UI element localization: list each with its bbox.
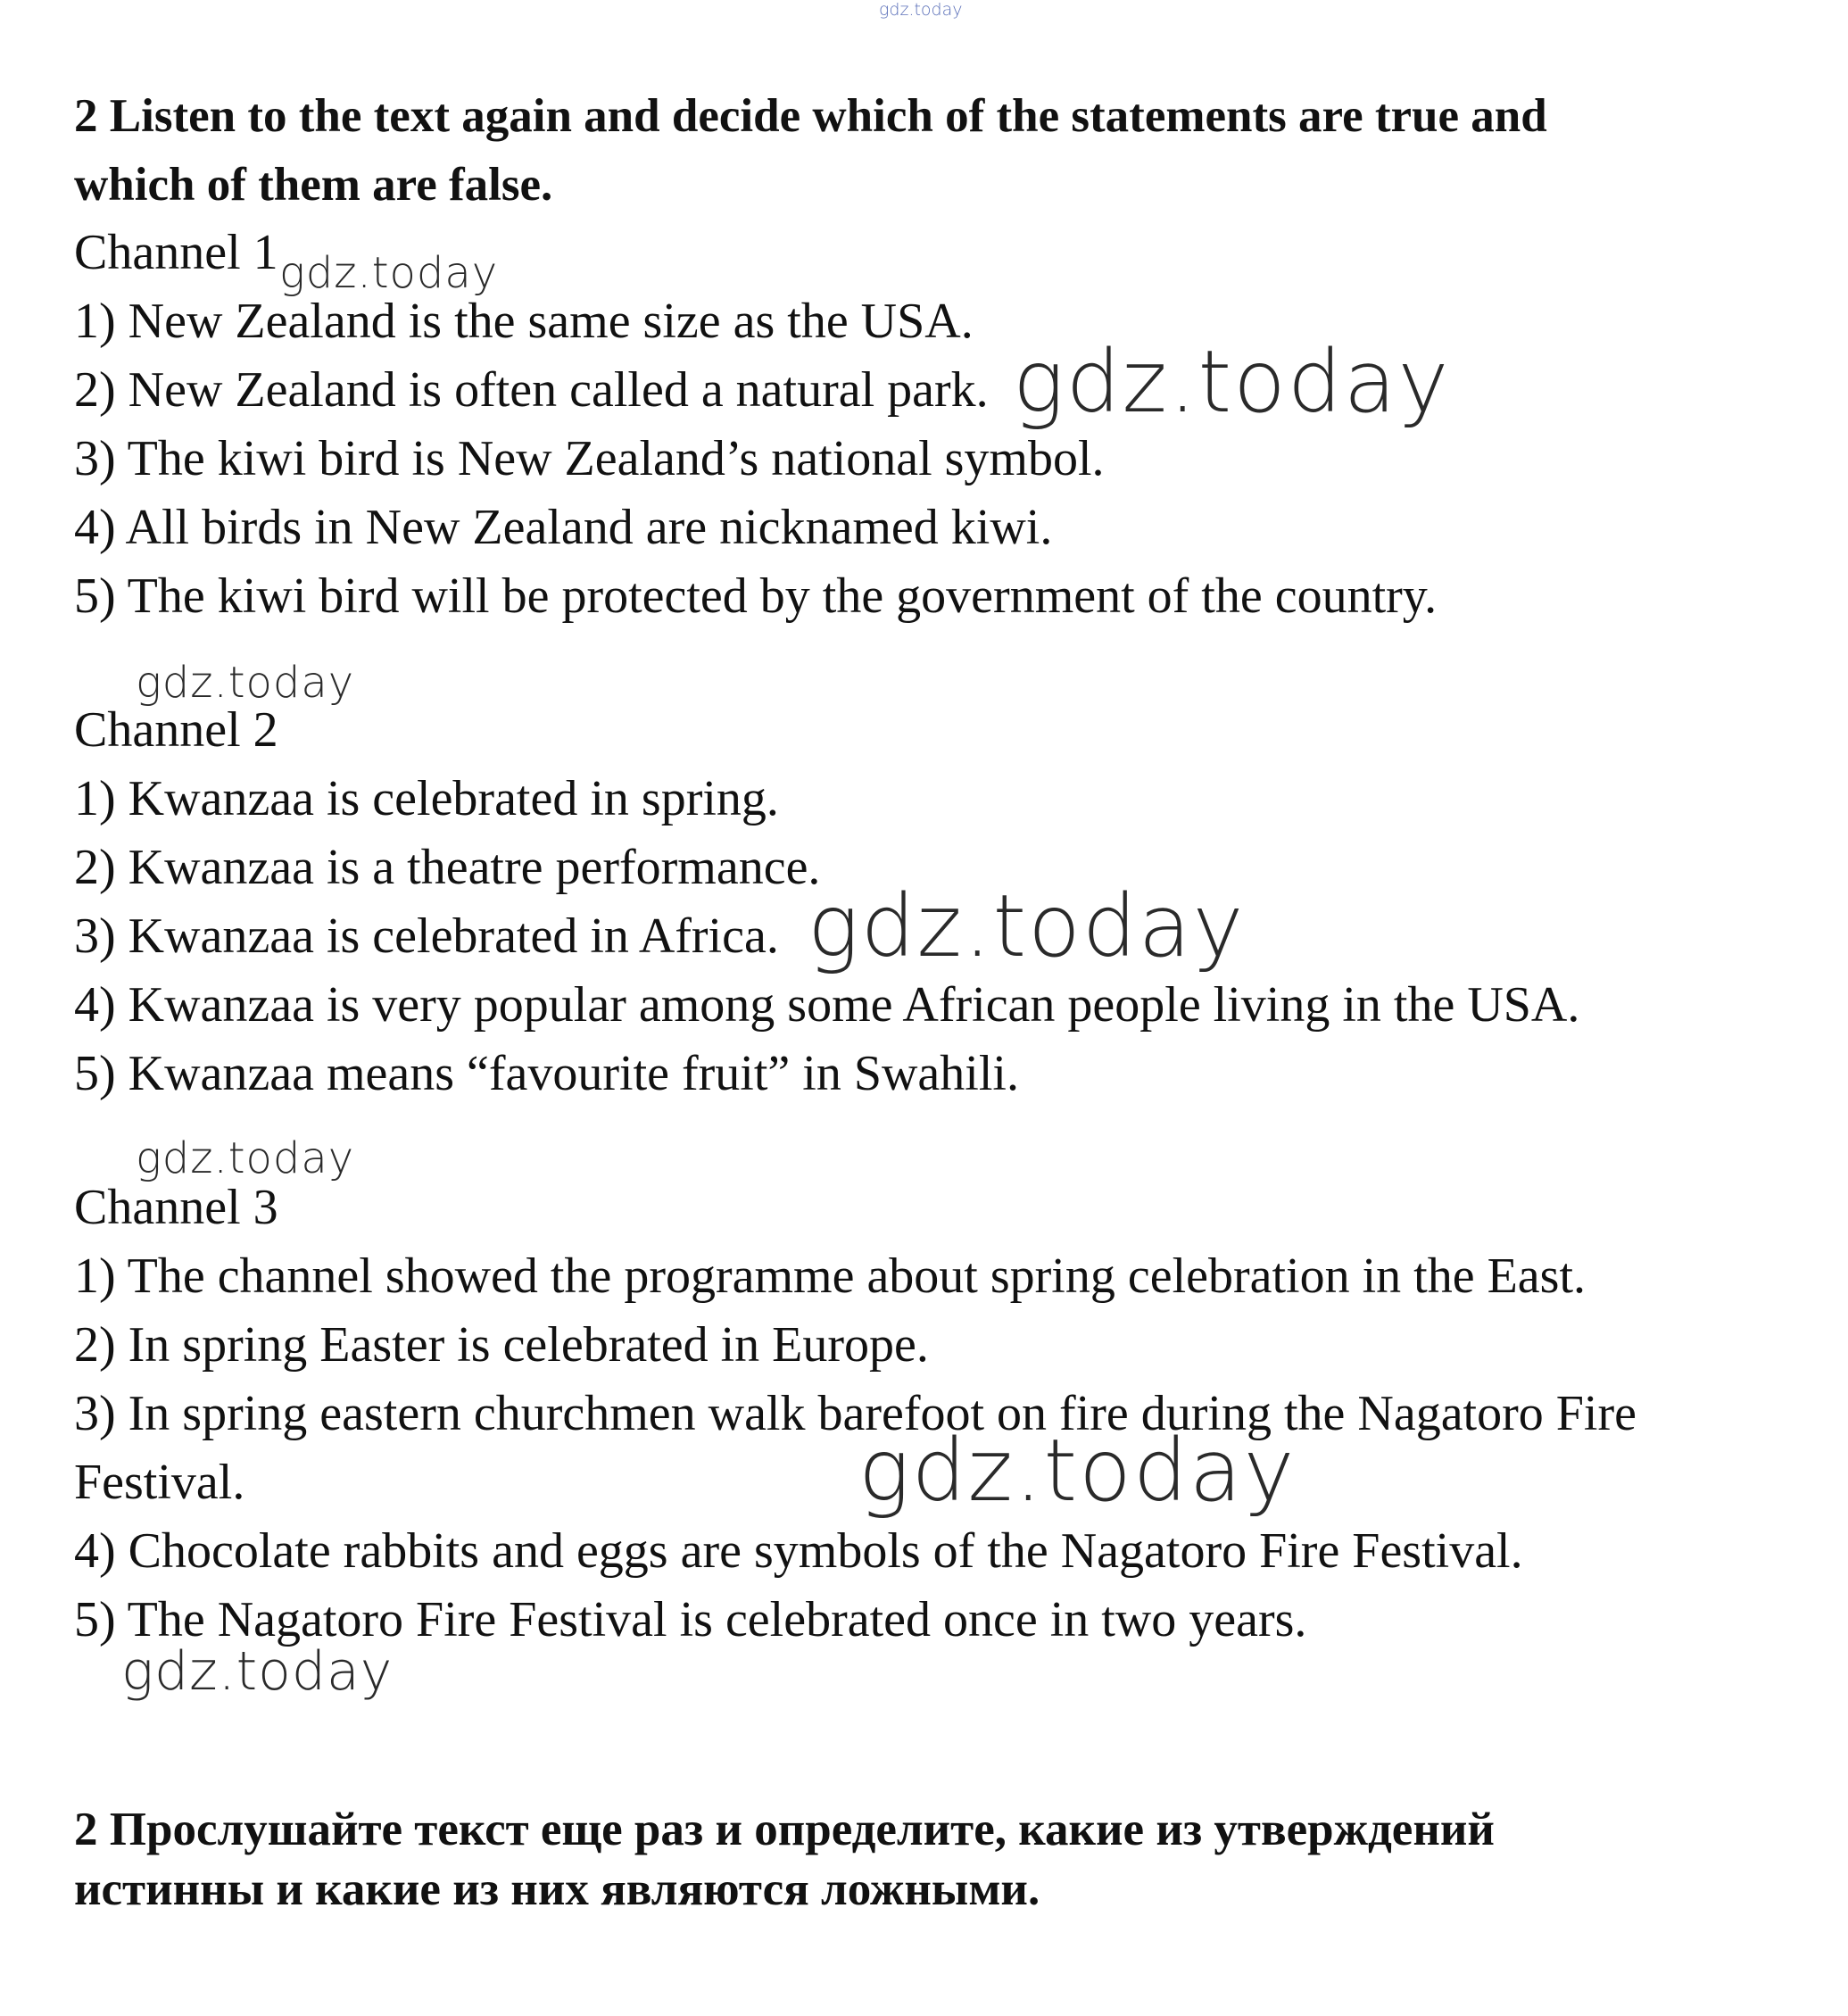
channel-1-statement-1: 1) New Zealand is the same size as the USA. — [74, 294, 974, 349]
channel-2-title: Channel 2 — [74, 702, 278, 758]
channel-1-statement-4: 4) All birds in New Zealand are nicknamed kiwi. — [74, 500, 1053, 555]
channel-1-statement-2: 2) New Zealand is often called a natural park. — [74, 362, 989, 418]
channel-2-statement-4: 4) Kwanzaa is very popular among some African people living in the USA. — [74, 977, 1580, 1033]
channel-3-statement-3: 3) In spring eastern churchmen walk barefoot on fire during the Nagatoro Fire — [74, 1386, 1637, 1441]
channel-1-statement-3: 3) The kiwi bird is New Zealand’s national symbol. — [74, 431, 1105, 486]
channel-3-statement-3-continued: Festival. — [74, 1455, 245, 1510]
translation-title-line-2: истинны и какие из них являются ложными. — [74, 1863, 1040, 1915]
channel-3-statement-2: 2) In spring Easter is celebrated in Europe. — [74, 1317, 929, 1373]
channel-1-title: Channel 1 — [74, 225, 278, 280]
channel-3-title: Channel 3 — [74, 1180, 278, 1235]
watermark-large-2: gdz.today — [808, 876, 1246, 976]
watermark-bottom: gdz.today — [121, 1640, 394, 1703]
channel-1-statement-5: 5) The kiwi bird will be protected by the government of the country. — [74, 568, 1438, 624]
channel-3-statement-4: 4) Chocolate rabbits and eggs are symbols of the Nagatoro Fire Festival. — [74, 1523, 1523, 1579]
channel-3-statement-1: 1) The channel showed the programme about spring celebration in the East. — [74, 1249, 1586, 1304]
channel-2-statement-3: 3) Kwanzaa is celebrated in Africa. — [74, 908, 779, 964]
watermark-large-1: gdz.today — [1013, 332, 1451, 432]
channel-3-statement-5: 5) The Nagatoro Fire Festival is celebrated once in two years. — [74, 1592, 1307, 1647]
watermark-top: gdz.today — [879, 0, 963, 20]
task-title-line-2: which of them are false. — [74, 159, 553, 211]
translation-title-line-1: 2 Прослушайте текст еще раз и определите, какие из утверждений — [74, 1804, 1495, 1855]
channel-2-statement-1: 1) Kwanzaa is celebrated in spring. — [74, 771, 779, 826]
channel-2-statement-5: 5) Kwanzaa means “favourite fruit” in Swahili. — [74, 1046, 1019, 1101]
channel-2-statement-2: 2) Kwanzaa is a theatre performance. — [74, 840, 821, 895]
watermark-channel-1: gdz.today — [279, 248, 499, 298]
watermark-channel-3: gdz.today — [136, 1133, 355, 1183]
watermark-large-3: gdz.today — [858, 1421, 1297, 1521]
task-title-line-1: 2 Listen to the text again and decide which of the statements are true and — [74, 90, 1547, 142]
watermark-channel-2: gdz.today — [136, 658, 355, 708]
